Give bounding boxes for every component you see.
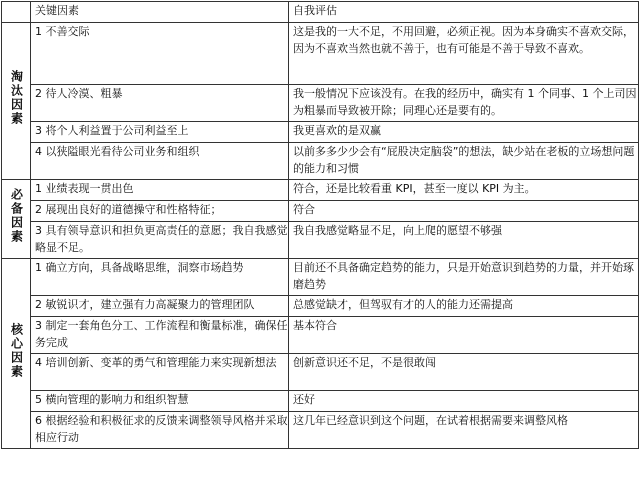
header-self-assessment: 自我评估 — [289, 2, 639, 23]
factor-cell: 6 根据经验和积极征求的反馈来调整领导风格并采取相应行动 — [31, 412, 289, 449]
table-row — [2, 23, 639, 85]
eval-cell: 以前多多少少会有“屁股决定脑袋”的想法，缺少站在老板的立场想问题的能力和习惯 — [289, 143, 639, 180]
category-label: 必备因素 — [9, 188, 24, 244]
category-core — [2, 259, 31, 449]
factor-cell: 2 敏锐识才，建立强有力高凝聚力的管理团队 — [31, 296, 289, 317]
table-row — [2, 412, 639, 449]
factor-cell: 3 将个人利益置于公司利益至上 — [31, 122, 289, 143]
factor-cell: 2 展现出良好的道德操守和性格特征； — [31, 201, 289, 222]
category-elimination — [2, 23, 31, 180]
table-row — [2, 180, 639, 201]
table-row — [2, 143, 639, 180]
category-label: 淘汰因素 — [9, 70, 24, 126]
header-row — [2, 2, 639, 23]
eval-cell: 总感觉缺才，但驾驭有才的人的能力还需提高 — [289, 296, 639, 317]
factor-cell: 3 具有领导意识和担负更高责任的意愿；我自我感觉略显不足。 — [31, 222, 289, 259]
eval-cell: 目前还不具备确定趋势的能力，只是开始意识到趋势的力量，并开始琢磨趋势 — [289, 259, 639, 296]
factor-cell: 1 不善交际 — [31, 23, 289, 85]
category-label: 核心因素 — [9, 322, 24, 379]
factor-cell: 3 制定一套角色分工、工作流程和衡量标准，确保任务完成 — [31, 317, 289, 354]
factor-cell: 1 确立方向，具备战略思维，洞察市场趋势 — [31, 259, 289, 296]
header-category — [2, 2, 31, 23]
eval-cell: 基本符合 — [289, 317, 639, 354]
factor-cell: 2 待人冷漠、粗暴 — [31, 85, 289, 122]
header-key-factor: 关键因素 — [31, 2, 289, 23]
table-row — [2, 391, 639, 412]
category-essential — [2, 180, 31, 259]
table-row — [2, 122, 639, 143]
eval-cell: 符合 — [289, 201, 639, 222]
table-row — [2, 259, 639, 296]
assessment-table — [1, 1, 639, 449]
eval-cell: 我自我感觉略显不足，向上爬的愿望不够强 — [289, 222, 639, 259]
eval-cell: 创新意识还不足，不是很敢闯 — [289, 354, 639, 391]
factor-cell: 4 以狭隘眼光看待公司业务和组织 — [31, 143, 289, 180]
table-row — [2, 85, 639, 122]
table-row — [2, 201, 639, 222]
factor-cell: 5 横向管理的影响力和组织智慧 — [31, 391, 289, 412]
factor-cell: 4 培训创新、变革的勇气和管理能力来实现新想法 — [31, 354, 289, 391]
table-row — [2, 222, 639, 259]
eval-cell: 还好 — [289, 391, 639, 412]
factor-cell: 1 业绩表现一贯出色 — [31, 180, 289, 201]
eval-cell: 我更喜欢的是双赢 — [289, 122, 639, 143]
table-row — [2, 296, 639, 317]
eval-cell: 符合，还是比较看重 KPI，甚至一度以 KPI 为主。 — [289, 180, 639, 201]
eval-cell: 这几年已经意识到这个问题，在试着根据需要来调整风格 — [289, 412, 639, 449]
table-row — [2, 317, 639, 354]
eval-cell: 我一般情况下应该没有。在我的经历中，确实有 1 个同事、1 个上司因为粗暴而导致被开除；同理心还是要有的。 — [289, 85, 639, 122]
table-row — [2, 354, 639, 391]
eval-cell: 这是我的一大不足，不用回避，必须正视。因为本身确实不喜欢交际，因为不喜欢当然也就不善于，也有可能是不善于导致不喜欢。 — [289, 23, 639, 85]
